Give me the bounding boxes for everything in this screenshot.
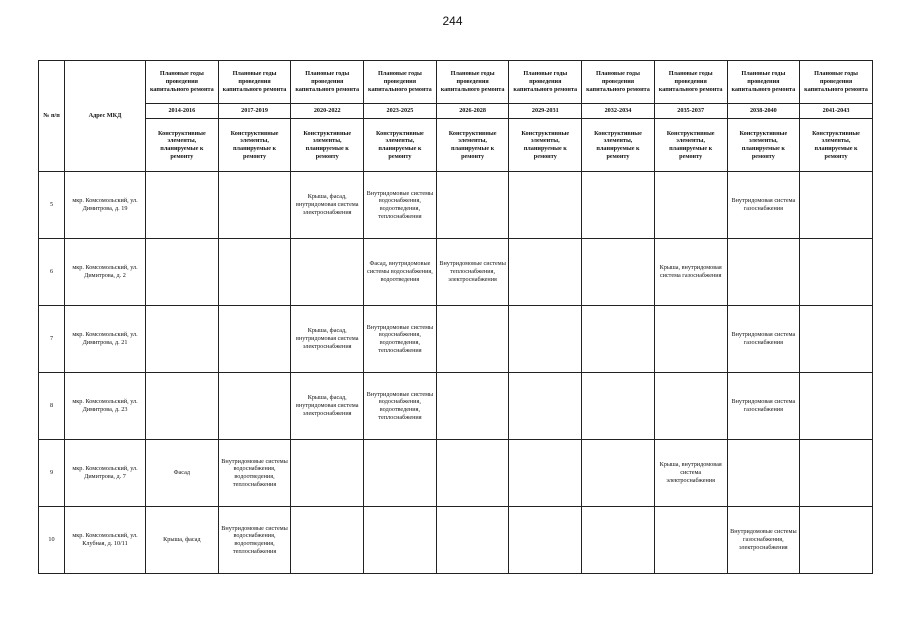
table-body	[39, 172, 873, 574]
repair-elements-cell	[582, 440, 655, 507]
repair-elements-cell	[727, 440, 800, 507]
repair-elements-cell	[654, 373, 727, 440]
repair-elements-cell	[654, 172, 727, 239]
header-period: 2023-2025	[364, 104, 437, 119]
repair-elements-cell	[727, 239, 800, 306]
header-period: 2035-2037	[654, 104, 727, 119]
header-period-title: Плановые годы проведения капитального ремонта	[436, 61, 509, 104]
header-elements-title: Конструктивные элементы, планируемые к ремонту	[800, 119, 873, 172]
repair-elements-cell	[364, 507, 437, 574]
header-num: № п/п	[39, 61, 65, 172]
repair-elements-cell	[291, 239, 364, 306]
repair-elements-cell: Внутридомовые системы водоснабжения, водоотведения, теплоснабжения	[364, 306, 437, 373]
header-period: 2032-2034	[582, 104, 655, 119]
header-period-title: Плановые годы проведения капитального ремонта	[727, 61, 800, 104]
table-row	[39, 172, 873, 239]
row-address: мкр. Комсомольский, ул. Димитрова, д. 19	[65, 172, 146, 239]
repair-elements-cell	[218, 239, 291, 306]
header-period: 2020-2022	[291, 104, 364, 119]
repair-elements-cell	[800, 507, 873, 574]
repair-elements-cell	[582, 507, 655, 574]
repair-elements-cell	[800, 239, 873, 306]
header-period-title: Плановые годы проведения капитального ремонта	[146, 61, 219, 104]
capital-repair-plan-table	[38, 60, 873, 574]
repair-elements-cell	[509, 306, 582, 373]
repair-elements-cell: Фасад, внутридомовые системы водоснабжения, водоотведения	[364, 239, 437, 306]
repair-elements-cell	[146, 239, 219, 306]
repair-elements-cell: Внутридомовая система газоснабжения	[727, 373, 800, 440]
repair-elements-cell: Крыша, внутридомовая система электроснабжения	[654, 440, 727, 507]
header-elements-title: Конструктивные элементы, планируемые к ремонту	[218, 119, 291, 172]
header-elements-title: Конструктивные элементы, планируемые к ремонту	[291, 119, 364, 172]
repair-elements-cell: Крыша, фасад	[146, 507, 219, 574]
header-row-period-titles	[39, 61, 873, 104]
row-number: 8	[39, 373, 65, 440]
header-elements-title: Конструктивные элементы, планируемые к ремонту	[727, 119, 800, 172]
header-elements-title: Конструктивные элементы, планируемые к ремонту	[582, 119, 655, 172]
row-number: 6	[39, 239, 65, 306]
repair-elements-cell	[436, 507, 509, 574]
header-elements-title: Конструктивные элементы, планируемые к ремонту	[509, 119, 582, 172]
header-period: 2029-2031	[509, 104, 582, 119]
repair-elements-cell	[800, 172, 873, 239]
repair-elements-cell	[291, 440, 364, 507]
repair-elements-cell	[218, 306, 291, 373]
row-number: 9	[39, 440, 65, 507]
header-row-periods	[39, 104, 873, 119]
table-row	[39, 507, 873, 574]
header-elements-title: Конструктивные элементы, планируемые к ремонту	[146, 119, 219, 172]
repair-elements-cell	[218, 172, 291, 239]
repair-elements-cell: Внутридомовые системы газоснабжения, электроснабжения	[727, 507, 800, 574]
table-row	[39, 440, 873, 507]
repair-elements-cell	[509, 507, 582, 574]
table-row	[39, 373, 873, 440]
header-period-title: Плановые годы проведения капитального ремонта	[509, 61, 582, 104]
repair-elements-cell	[582, 239, 655, 306]
repair-elements-cell	[146, 172, 219, 239]
repair-elements-cell	[654, 507, 727, 574]
repair-elements-cell	[509, 440, 582, 507]
repair-elements-cell	[800, 373, 873, 440]
row-number: 5	[39, 172, 65, 239]
repair-elements-cell	[654, 306, 727, 373]
repair-elements-cell: Внутридомовая система газоснабжения	[727, 172, 800, 239]
repair-elements-cell: Внутридомовые системы водоснабжения, водоотведения, теплоснабжения	[364, 172, 437, 239]
repair-elements-cell	[436, 373, 509, 440]
row-address: мкр. Комсомольский, ул. Димитрова, д. 7	[65, 440, 146, 507]
repair-elements-cell	[582, 306, 655, 373]
header-period-title: Плановые годы проведения капитального ремонта	[582, 61, 655, 104]
row-address: мкр. Комсомольский, ул. Клубная, д. 10/11	[65, 507, 146, 574]
repair-elements-cell	[800, 306, 873, 373]
row-number: 7	[39, 306, 65, 373]
repair-elements-cell: Крыша, внутридомовая система газоснабжения	[654, 239, 727, 306]
repair-elements-cell: Крыша, фасад, внутридомовая система электроснабжения	[291, 306, 364, 373]
row-address: мкр. Комсомольский, ул. Димитрова, д. 2	[65, 239, 146, 306]
repair-elements-cell: Внутридомовая система газоснабжения	[727, 306, 800, 373]
repair-elements-cell	[436, 440, 509, 507]
row-number: 10	[39, 507, 65, 574]
header-elements-title: Конструктивные элементы, планируемые к ремонту	[654, 119, 727, 172]
repair-elements-cell: Внутридомовые системы водоснабжения, водоотведения, теплоснабжения	[218, 507, 291, 574]
repair-elements-cell	[146, 306, 219, 373]
header-period-title: Плановые годы проведения капитального ремонта	[800, 61, 873, 104]
repair-elements-cell	[582, 172, 655, 239]
repair-elements-cell	[436, 172, 509, 239]
repair-elements-cell	[800, 440, 873, 507]
header-period: 2026-2028	[436, 104, 509, 119]
repair-elements-cell: Крыша, фасад, внутридомовая система электроснабжения	[291, 373, 364, 440]
header-period-title: Плановые годы проведения капитального ремонта	[654, 61, 727, 104]
repair-elements-cell	[509, 373, 582, 440]
header-period-title: Плановые годы проведения капитального ремонта	[291, 61, 364, 104]
table-row	[39, 306, 873, 373]
repair-elements-cell: Внутридомовые системы водоснабжения, водоотведения, теплоснабжения	[364, 373, 437, 440]
header-period: 2017-2019	[218, 104, 291, 119]
repair-elements-cell	[509, 239, 582, 306]
header-period: 2041-2043	[800, 104, 873, 119]
repair-elements-cell	[364, 440, 437, 507]
header-period: 2038-2040	[727, 104, 800, 119]
repair-elements-cell	[146, 373, 219, 440]
header-row-elements	[39, 119, 873, 172]
header-elements-title: Конструктивные элементы, планируемые к ремонту	[364, 119, 437, 172]
repair-elements-cell	[291, 507, 364, 574]
header-period-title: Плановые годы проведения капитального ремонта	[218, 61, 291, 104]
repair-elements-cell	[218, 373, 291, 440]
repair-elements-cell: Внутридомовые системы водоснабжения, водоотведения, теплоснабжения	[218, 440, 291, 507]
row-address: мкр. Комсомольский, ул. Димитрова, д. 21	[65, 306, 146, 373]
repair-elements-cell: Крыша, фасад, внутридомовая система электроснабжения	[291, 172, 364, 239]
repair-elements-cell: Внутридомовые системы теплоснабжения, электроснабжения	[436, 239, 509, 306]
row-address: мкр. Комсомольский, ул. Димитрова, д. 23	[65, 373, 146, 440]
header-address: Адрес МКД	[65, 61, 146, 172]
repair-elements-cell	[582, 373, 655, 440]
repair-elements-cell	[436, 306, 509, 373]
header-period-title: Плановые годы проведения капитального ремонта	[364, 61, 437, 104]
repair-elements-cell	[509, 172, 582, 239]
table-row	[39, 239, 873, 306]
header-elements-title: Конструктивные элементы, планируемые к ремонту	[436, 119, 509, 172]
repair-elements-cell: Фасад	[146, 440, 219, 507]
page-number: 244	[442, 14, 463, 28]
header-period: 2014-2016	[146, 104, 219, 119]
